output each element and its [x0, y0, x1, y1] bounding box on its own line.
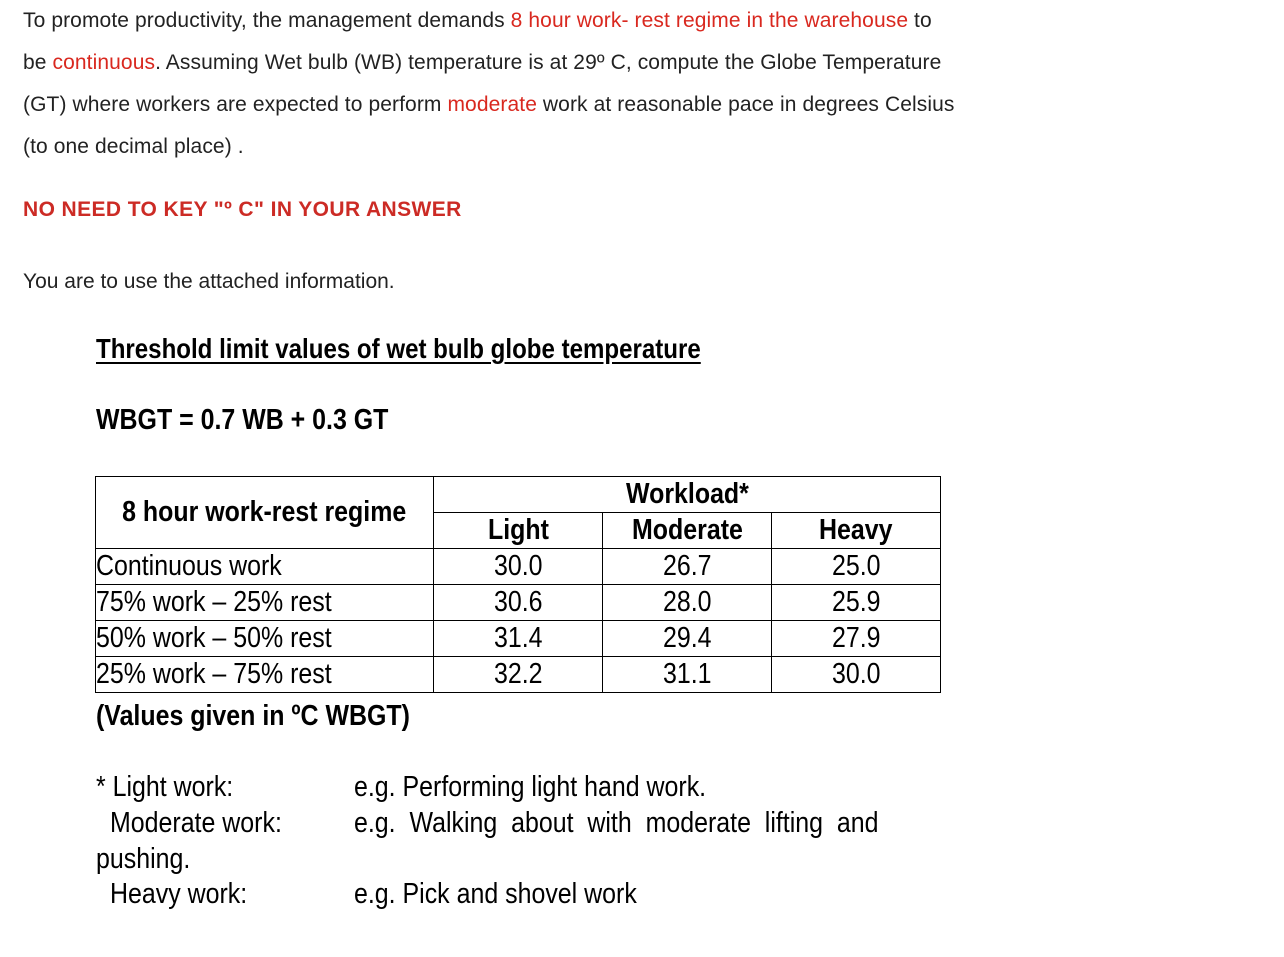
highlight-continuous: continuous	[52, 51, 156, 74]
table-cell: 25.9	[772, 585, 941, 621]
table-row	[96, 549, 941, 585]
definition-moderate-label: Moderate work:	[110, 807, 282, 839]
row-label: Continuous work	[96, 549, 434, 585]
table-cell: 29.4	[603, 621, 772, 657]
table-cell: 30.0	[772, 657, 941, 693]
answer-format-warning: NO NEED TO KEY "º C" IN YOUR ANSWER	[23, 198, 462, 221]
instruction-text: You are to use the attached information.	[23, 270, 395, 293]
column-header-moderate: Moderate	[603, 513, 772, 549]
column-header-heavy: Heavy	[772, 513, 941, 549]
table-cell: 30.6	[434, 585, 603, 621]
row-label: 25% work – 75% rest	[96, 657, 434, 693]
workload-header: Workload*	[434, 477, 941, 513]
question-line-3-end: work at reasonable pace in degrees Celsius	[536, 93, 955, 116]
column-header-light: Light	[434, 513, 603, 549]
regime-column-header: 8 hour work-rest regime	[96, 477, 434, 549]
table-cell: 30.0	[434, 549, 603, 585]
table-cell: 25.0	[772, 549, 941, 585]
question-line-4: (to one decimal place) .	[23, 135, 244, 158]
highlight-regime: 8 hour work- rest regime in the warehouse	[510, 9, 909, 32]
table-row	[96, 657, 941, 693]
highlight-moderate: moderate	[447, 93, 537, 116]
definition-moderate-desc: e.g. Walking about with moderate lifting and	[354, 807, 879, 839]
table-cell: 28.0	[603, 585, 772, 621]
question-line-2-end: . Assuming Wet bulb (WB) temperature is at 29º C, compute the Globe Temperature	[155, 51, 942, 74]
definition-light-label: * Light work:	[96, 771, 234, 803]
question-line-1-end: to	[908, 9, 932, 32]
question-line-2-start: be	[23, 51, 53, 74]
table-cell: 32.2	[434, 657, 603, 693]
table-row	[96, 585, 941, 621]
question-line-3-start: (GT) where workers are expected to perform	[23, 93, 448, 116]
row-label: 75% work – 25% rest	[96, 585, 434, 621]
table-cell: 26.7	[603, 549, 772, 585]
table-row	[96, 621, 941, 657]
definition-light-desc: e.g. Performing light hand work.	[354, 771, 707, 803]
row-label: 50% work – 50% rest	[96, 621, 434, 657]
units-note: (Values given in ºC WBGT)	[96, 700, 410, 732]
table-cell: 27.9	[772, 621, 941, 657]
table-cell: 31.4	[434, 621, 603, 657]
definition-moderate-desc-continued: pushing.	[96, 843, 191, 875]
table-cell: 31.1	[603, 657, 772, 693]
attachment-title: Threshold limit values of wet bulb globe temperature	[96, 333, 701, 364]
definition-heavy-desc: e.g. Pick and shovel work	[354, 878, 637, 910]
tlv-table	[95, 476, 941, 693]
table-header-row	[96, 477, 941, 513]
definition-heavy-label: Heavy work:	[110, 878, 248, 910]
wbgt-formula: WBGT = 0.7 WB + 0.3 GT	[96, 404, 389, 436]
question-line-1-start: To promote productivity, the management demands	[23, 9, 511, 32]
